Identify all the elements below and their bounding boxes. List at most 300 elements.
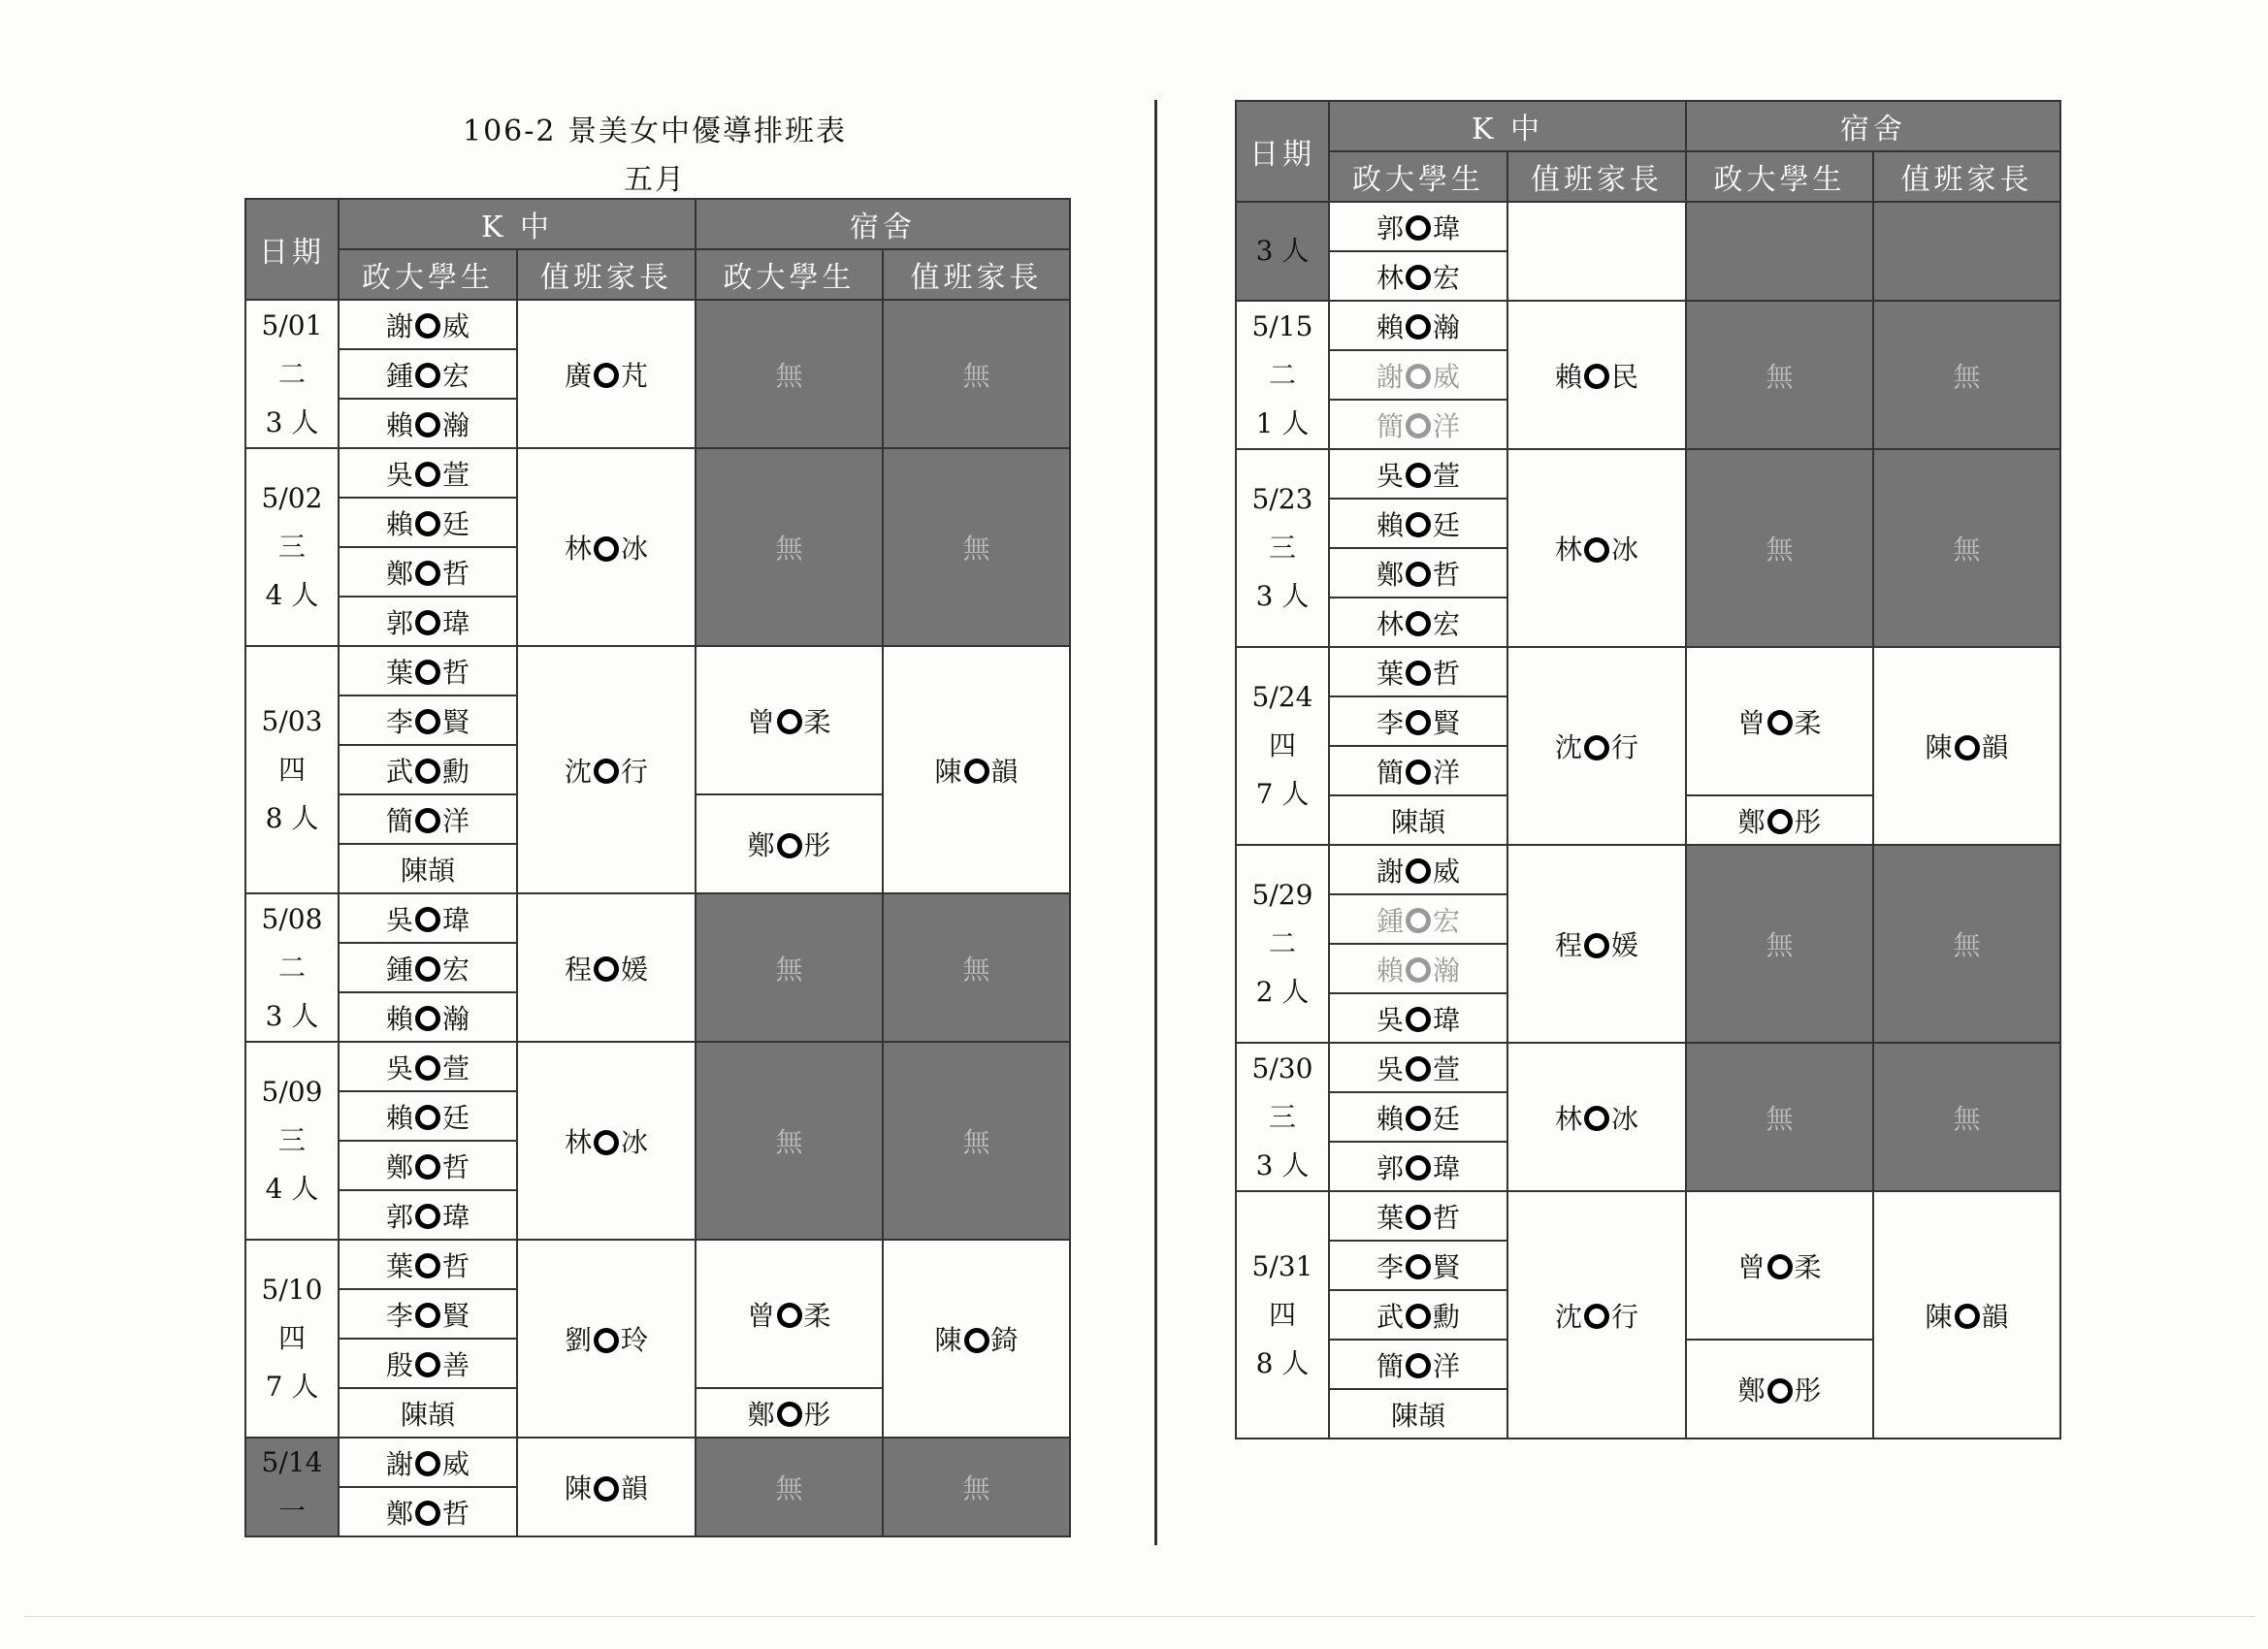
redaction-circle-icon: [1584, 1304, 1609, 1329]
student-cell: [1329, 400, 1507, 449]
student-cell: [339, 1339, 517, 1388]
redaction-circle-icon: [777, 709, 802, 734]
date-cell: [1236, 301, 1329, 449]
surname: 劉: [564, 1324, 592, 1356]
date-count: 3 人: [1255, 1148, 1310, 1181]
none-label: 無: [962, 953, 990, 986]
student-cell: [339, 448, 517, 498]
redaction-circle-icon: [1406, 1056, 1431, 1082]
surname: 鍾: [1376, 904, 1404, 937]
given-name: 彤: [803, 1398, 831, 1431]
dorm-student-cell: [696, 1240, 883, 1388]
redaction-circle-icon: [1955, 735, 1980, 760]
none-label: 無: [775, 953, 803, 986]
student-cell: [1329, 894, 1507, 944]
given-name: 冰: [1611, 1102, 1639, 1135]
parent-cell: [1507, 845, 1686, 1043]
surname: 簡: [1376, 1349, 1404, 1382]
student-cell: [339, 300, 517, 349]
student-cell: [1329, 350, 1507, 400]
table-row: [245, 448, 1070, 498]
surname: 吳: [1376, 1003, 1404, 1036]
surname: 賴: [1554, 360, 1582, 393]
date-cell: [245, 646, 339, 893]
redaction-circle-icon: [594, 536, 619, 562]
surname: 李: [385, 1299, 413, 1332]
schedule-table-left: [244, 198, 1071, 1537]
surname: 林: [1376, 261, 1404, 294]
given-name: 冰: [621, 1126, 649, 1158]
dorm-parent-cell: [883, 893, 1070, 1042]
redaction-circle-icon: [1406, 364, 1431, 389]
student-cell: [339, 1091, 517, 1141]
surname: 葉: [1376, 657, 1404, 690]
date-cell: [245, 300, 339, 448]
parent-cell: [1507, 647, 1686, 845]
redaction-circle-icon: [777, 833, 802, 858]
date-weekday: 二: [1268, 927, 1296, 959]
dorm-parent-cell: [1873, 1043, 2060, 1191]
surname: 謝: [1376, 360, 1404, 393]
surname: 陳: [564, 1472, 592, 1504]
parent-cell: [1507, 301, 1686, 449]
given-name: 瀚: [1433, 954, 1461, 986]
surname: 林: [1554, 1102, 1582, 1135]
surname: 林: [564, 1126, 592, 1158]
date-weekday: 四: [1268, 1298, 1296, 1331]
student-cell: [1329, 1092, 1507, 1142]
redaction-circle-icon: [1406, 1007, 1431, 1032]
dorm-student-cell: [1686, 1340, 1873, 1439]
given-name: 哲: [442, 1249, 470, 1282]
table-row: [1236, 845, 2060, 894]
date-count: 7 人: [1255, 778, 1310, 810]
redaction-circle-icon: [415, 462, 440, 487]
dorm-parent-cell: [1873, 647, 2060, 845]
redaction-circle-icon: [1406, 1304, 1431, 1329]
surname: 陳: [1925, 731, 1953, 763]
student-cell: [339, 1042, 517, 1091]
surname: 簡: [385, 804, 413, 837]
none-label: 無: [962, 533, 990, 565]
surname: 吳: [1376, 459, 1404, 492]
given-name: 洋: [1433, 409, 1461, 442]
given-name: 威: [1433, 360, 1461, 393]
student-cell: [1329, 202, 1507, 251]
date-date: 5/03: [261, 704, 323, 737]
redaction-circle-icon: [1406, 1205, 1431, 1230]
surname: 鄭: [385, 1150, 413, 1183]
dorm-student-cell: [1686, 301, 1873, 449]
student-cell: [1329, 598, 1507, 647]
surname: 沈: [1554, 1300, 1582, 1333]
surname: 鄭: [747, 1398, 775, 1431]
none-label: 無: [1953, 360, 1981, 393]
dorm-parent-cell: [883, 300, 1070, 448]
given-name: 洋: [1433, 756, 1461, 789]
redaction-circle-icon: [415, 1451, 440, 1476]
given-name: 宏: [1433, 607, 1461, 640]
none-label: 無: [1766, 1102, 1794, 1135]
given-name: 行: [1611, 1300, 1639, 1333]
date-cell: [1236, 202, 1329, 301]
student-cell: [339, 498, 517, 547]
date-date: 5/08: [261, 902, 323, 935]
header-date: 日期: [245, 199, 339, 300]
parent-cell: [1507, 449, 1686, 647]
redaction-circle-icon: [415, 956, 440, 982]
redaction-circle-icon: [1406, 463, 1431, 488]
none-label: 無: [962, 1126, 990, 1158]
dorm-parent-cell: [883, 448, 1070, 646]
redaction-circle-icon: [1406, 265, 1431, 290]
given-name: 萱: [1433, 459, 1461, 492]
student-cell: [1329, 1290, 1507, 1340]
redaction-circle-icon: [1406, 760, 1431, 785]
redaction-circle-icon: [1406, 314, 1431, 340]
dorm-student-cell: [1686, 1043, 1873, 1191]
student-cell: [339, 943, 517, 992]
given-name: 瀚: [1433, 310, 1461, 343]
student-cell: [339, 1289, 517, 1339]
redaction-circle-icon: [594, 1328, 619, 1353]
page-title: 106-2 景美女中優導排班表: [462, 114, 848, 148]
redaction-circle-icon: [415, 1303, 440, 1328]
dorm-parent-cell: [1873, 845, 2060, 1043]
given-name: 宏: [1433, 261, 1461, 294]
dorm-student-cell: [696, 300, 883, 448]
table-row: [245, 300, 1070, 349]
given-name: 宏: [442, 953, 470, 986]
given-name: 哲: [442, 1497, 470, 1530]
redaction-circle-icon: [964, 1328, 989, 1353]
surname: 葉: [385, 1249, 413, 1282]
redaction-circle-icon: [1767, 1378, 1793, 1404]
student-cell: [1329, 696, 1507, 746]
redaction-circle-icon: [1406, 512, 1431, 537]
given-name: 行: [621, 755, 649, 788]
parent-cell: [517, 1042, 696, 1240]
student-cell: [339, 992, 517, 1042]
surname: 葉: [385, 656, 413, 689]
given-name: 賢: [1433, 706, 1461, 739]
redaction-circle-icon: [415, 363, 440, 388]
student-cell: [339, 1487, 517, 1536]
parent-cell: [517, 1240, 696, 1438]
given-name: 哲: [442, 557, 470, 590]
dorm-parent-cell: [1873, 449, 2060, 647]
student-cell: [339, 399, 517, 448]
student-cell: [1329, 993, 1507, 1043]
given-name: 民: [1611, 360, 1639, 393]
parent-cell: [517, 300, 696, 448]
surname: 鄭: [747, 829, 775, 861]
date-count: 3 人: [1255, 580, 1310, 612]
surname: 賴: [385, 1002, 413, 1035]
redaction-circle-icon: [1584, 735, 1609, 760]
surname: 賴: [385, 507, 413, 540]
given-name: 哲: [1433, 558, 1461, 591]
given-name: 柔: [803, 1299, 831, 1332]
date-count: 7 人: [265, 1371, 319, 1403]
date-count: 1 人: [1255, 406, 1310, 439]
surname: 吳: [385, 458, 413, 491]
person-name: 陳頡: [1390, 805, 1445, 838]
given-name: 柔: [803, 705, 831, 738]
surname: 殷: [385, 1348, 413, 1381]
redaction-circle-icon: [415, 709, 440, 734]
header-dorm-parent: 值班家長: [883, 249, 1070, 300]
table-row: [1236, 449, 2060, 499]
student-cell: [1329, 845, 1507, 894]
surname: 鍾: [385, 359, 413, 392]
header-dorm-parent: 值班家長: [1873, 151, 2060, 202]
none-label: 無: [1766, 534, 1794, 566]
redaction-circle-icon: [964, 759, 989, 784]
surname: 曾: [1737, 706, 1766, 739]
date-date: 5/10: [261, 1274, 323, 1306]
redaction-circle-icon: [415, 511, 440, 536]
surname: 陳: [934, 755, 962, 788]
date-date: 5/29: [1251, 879, 1313, 911]
none-label: 無: [962, 1472, 990, 1504]
student-cell: [339, 794, 517, 844]
given-name: 廷: [442, 507, 470, 540]
none-label: 無: [1953, 534, 1981, 566]
date-weekday: 三: [277, 531, 306, 563]
given-name: 洋: [1433, 1349, 1461, 1382]
surname: 葉: [1376, 1201, 1404, 1234]
date-count: 4 人: [265, 579, 319, 611]
redaction-circle-icon: [1406, 710, 1431, 735]
student-cell: [339, 745, 517, 794]
redaction-circle-icon: [415, 1006, 440, 1031]
redaction-circle-icon: [1767, 1254, 1793, 1279]
student-cell: [1329, 795, 1507, 845]
parent-cell: [517, 893, 696, 1042]
redaction-circle-icon: [1406, 661, 1431, 686]
dorm-student-cell: [696, 893, 883, 1042]
student-cell: [339, 1240, 517, 1289]
given-name: 廷: [442, 1101, 470, 1134]
redaction-circle-icon: [415, 561, 440, 586]
student-cell: [1329, 1389, 1507, 1439]
surname: 林: [1376, 607, 1404, 640]
dorm-parent-cell: [1873, 1191, 2060, 1439]
given-name: 行: [1611, 731, 1639, 763]
dorm-student-cell: [696, 794, 883, 893]
dorm-parent-cell: [883, 1042, 1070, 1240]
date-date: 5/14: [261, 1446, 323, 1478]
redaction-circle-icon: [415, 660, 440, 685]
given-name: 瑋: [1433, 211, 1461, 244]
date-date: 5/31: [1251, 1249, 1313, 1282]
student-cell: [339, 1438, 517, 1487]
none-label: 無: [1766, 929, 1794, 961]
redaction-circle-icon: [1406, 1155, 1431, 1180]
parent-cell: [517, 646, 696, 893]
surname: 廣: [564, 359, 592, 392]
redaction-circle-icon: [594, 956, 619, 982]
redaction-circle-icon: [415, 610, 440, 635]
surname: 吳: [385, 903, 413, 936]
redaction-circle-icon: [594, 1130, 619, 1155]
parent-cell: [1507, 1191, 1686, 1439]
header-k-school: K 中: [339, 199, 696, 249]
person-name: 陳頡: [400, 1398, 455, 1431]
surname: 郭: [385, 606, 413, 639]
date-cell: [245, 1042, 339, 1240]
student-cell: [1329, 1340, 1507, 1389]
given-name: 彤: [1794, 1374, 1822, 1406]
redaction-circle-icon: [1767, 710, 1793, 735]
redaction-circle-icon: [415, 759, 440, 784]
given-name: 哲: [1433, 1201, 1461, 1234]
student-cell: [1329, 251, 1507, 301]
redaction-circle-icon: [415, 1204, 440, 1229]
student-cell: [1329, 746, 1507, 795]
table-row: [245, 1240, 1070, 1289]
table-row: [245, 1042, 1070, 1091]
given-name: 萱: [442, 1051, 470, 1084]
surname: 鄭: [1737, 1374, 1766, 1406]
header-date: 日期: [1236, 101, 1329, 202]
given-name: 玲: [621, 1324, 649, 1356]
date-weekday: 四: [277, 1322, 306, 1354]
redaction-circle-icon: [415, 1352, 440, 1377]
given-name: 賢: [1433, 1250, 1461, 1283]
given-name: 瀚: [442, 1002, 470, 1035]
header-dorm: 宿舍: [696, 199, 1070, 249]
surname: 武: [385, 755, 413, 788]
dorm-student-cell: [696, 448, 883, 646]
dorm-student-cell: [1686, 449, 1873, 647]
none-label: 無: [775, 1472, 803, 1504]
date-cell: [1236, 1191, 1329, 1439]
surname: 謝: [385, 309, 413, 342]
student-cell: [1329, 499, 1507, 548]
surname: 李: [385, 705, 413, 738]
none-label: 無: [775, 1126, 803, 1158]
header-k-parent: 值班家長: [517, 249, 696, 300]
redaction-circle-icon: [594, 1476, 619, 1502]
date-cell: [245, 1240, 339, 1438]
surname: 賴: [1376, 954, 1404, 986]
redaction-circle-icon: [1406, 611, 1431, 636]
redaction-circle-icon: [1406, 1254, 1431, 1279]
given-name: 威: [442, 309, 470, 342]
redaction-circle-icon: [415, 313, 440, 339]
surname: 吳: [1376, 1052, 1404, 1085]
surname: 賴: [385, 1101, 413, 1134]
dorm-parent-cell: [883, 1240, 1070, 1438]
surname: 鄭: [385, 1497, 413, 1530]
given-name: 彤: [1794, 805, 1822, 838]
student-cell: [1329, 944, 1507, 993]
dorm-student-cell: [696, 646, 883, 794]
given-name: 洋: [442, 804, 470, 837]
student-cell: [339, 1141, 517, 1190]
header-dorm-student: 政大學生: [1686, 151, 1873, 202]
date-count: 8 人: [265, 801, 319, 834]
given-name: 宏: [1433, 904, 1461, 937]
header-dorm-student: 政大學生: [696, 249, 883, 300]
given-name: 善: [442, 1348, 470, 1381]
page-subtitle: 五月: [624, 163, 686, 197]
redaction-circle-icon: [777, 1303, 802, 1328]
date-count: 3 人: [1255, 235, 1310, 267]
student-cell: [339, 597, 517, 646]
given-name: 勳: [442, 755, 470, 788]
surname: 林: [1554, 534, 1582, 566]
date-cell: [1236, 647, 1329, 845]
dorm-parent-cell: [883, 1438, 1070, 1536]
student-cell: [339, 893, 517, 943]
student-cell: [1329, 1043, 1507, 1092]
surname: 陳: [934, 1324, 962, 1356]
student-cell: [339, 547, 517, 597]
header-k-parent: 值班家長: [1507, 151, 1686, 202]
header-dorm: 宿舍: [1686, 101, 2060, 151]
surname: 謝: [385, 1447, 413, 1480]
none-label: 無: [775, 533, 803, 565]
dorm-student-cell: [696, 1438, 883, 1536]
table-row: [245, 1438, 1070, 1487]
dorm-parent-cell: [1873, 202, 2060, 301]
table-row: [1236, 202, 2060, 251]
given-name: 冰: [1611, 534, 1639, 566]
given-name: 彤: [803, 829, 831, 861]
header-k-student: 政大學生: [1329, 151, 1507, 202]
given-name: 瑋: [1433, 1151, 1461, 1184]
parent-cell: [517, 448, 696, 646]
redaction-circle-icon: [1406, 1106, 1431, 1131]
redaction-circle-icon: [1406, 1353, 1431, 1378]
redaction-circle-icon: [1584, 1106, 1609, 1131]
dorm-student-cell: [1686, 1191, 1873, 1340]
given-name: 威: [442, 1447, 470, 1480]
given-name: 哲: [442, 1150, 470, 1183]
given-name: 韻: [1981, 731, 2009, 763]
redaction-circle-icon: [415, 1154, 440, 1180]
student-cell: [1329, 1191, 1507, 1241]
date-weekday: 三: [1268, 532, 1296, 564]
date-count: 2 人: [1255, 976, 1310, 1008]
redaction-circle-icon: [415, 808, 440, 833]
header-k-student: 政大學生: [339, 249, 517, 300]
date-weekday: 三: [1268, 1100, 1296, 1133]
redaction-circle-icon: [1406, 957, 1431, 983]
header-k-school: K 中: [1329, 101, 1686, 151]
given-name: 廷: [1433, 1102, 1461, 1135]
date-cell: [1236, 449, 1329, 647]
given-name: 哲: [442, 656, 470, 689]
dorm-student-cell: [1686, 795, 1873, 845]
person-name: 陳頡: [400, 854, 455, 887]
table-row: [1236, 1043, 2060, 1092]
redaction-circle-icon: [777, 1402, 802, 1427]
given-name: 宏: [442, 359, 470, 392]
redaction-circle-icon: [1406, 908, 1431, 933]
redaction-circle-icon: [1406, 858, 1431, 884]
redaction-circle-icon: [415, 907, 440, 932]
given-name: 瑋: [442, 606, 470, 639]
dorm-student-cell: [1686, 202, 1873, 301]
date-cell: [245, 1438, 339, 1536]
surname: 郭: [1376, 211, 1404, 244]
surname: 謝: [1376, 855, 1404, 888]
given-name: 瑋: [442, 1200, 470, 1233]
